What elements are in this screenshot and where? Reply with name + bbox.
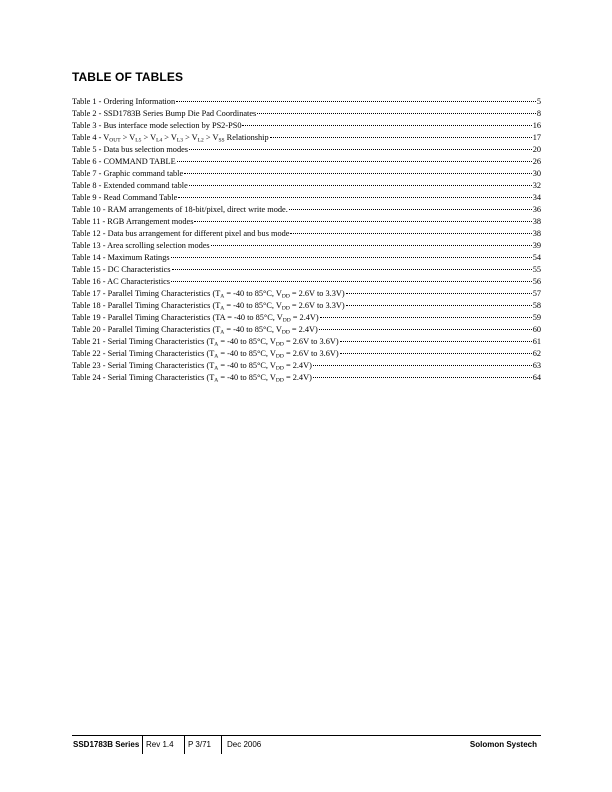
toc-entry-label: Table 18 - Parallel Timing Characteristics ($T_A = -40$ to 85°C, $V_{DD} = 2.6V$ to 3.3V) — [72, 301, 345, 312]
toc-entry[interactable] — [72, 324, 541, 336]
dot-leader — [257, 113, 536, 114]
toc-entry[interactable] — [72, 240, 541, 252]
dot-leader — [184, 173, 532, 174]
dot-leader — [172, 269, 532, 270]
toc-entry[interactable] — [72, 264, 541, 276]
dot-leader — [346, 293, 532, 294]
toc-entry-page-number: 38 — [532, 229, 541, 238]
toc-entry-page-number: 61 — [532, 337, 541, 346]
toc-entry-label: Table 22 - Serial Timing Characteristics ($T_A = -40$ to 85°C, $V_{DD} = 2.6V$ to 3.6V) — [72, 349, 339, 360]
toc-entry[interactable] — [72, 348, 541, 360]
toc-entry-page-number: 55 — [532, 265, 541, 274]
toc-entry-page-number: 20 — [532, 145, 541, 154]
dot-leader — [320, 317, 532, 318]
dot-leader — [189, 149, 532, 150]
dot-leader — [319, 329, 532, 330]
dot-leader — [289, 209, 532, 210]
dot-leader — [313, 377, 532, 378]
footer-separator — [142, 736, 143, 754]
toc-entry-label: Table 5 - Data bus selection modes — [72, 145, 189, 154]
footer-product-name: SSD1783B Series — [73, 740, 140, 749]
toc-entry-page-number: 16 — [532, 121, 541, 130]
toc-entry-page-number: 56 — [532, 277, 541, 286]
toc-entry-page-number: 57 — [532, 289, 541, 298]
toc-entry-label: Table 16 - AC Characteristics — [72, 277, 171, 286]
toc-entry[interactable] — [72, 144, 541, 156]
dot-leader — [313, 365, 532, 366]
toc-entry[interactable] — [72, 300, 541, 312]
toc-entry[interactable] — [72, 360, 541, 372]
toc-entry-label: Table 7 - Graphic command table — [72, 169, 184, 178]
toc-entry[interactable] — [72, 156, 541, 168]
page-footer — [72, 736, 541, 754]
footer-company-name: Solomon Systech — [469, 740, 537, 749]
toc-entry[interactable] — [72, 228, 541, 240]
footer-revision: Rev 1.4 — [146, 740, 174, 749]
toc-entry[interactable] — [72, 372, 541, 384]
dot-leader — [346, 305, 532, 306]
dot-leader — [178, 197, 531, 198]
toc-entry[interactable] — [72, 180, 541, 192]
toc-entry-label: Table 19 - Parallel Timing Characteristics (TA = -40 to 85°C, $V_{DD} = 2.4V$) — [72, 313, 319, 324]
dot-leader — [340, 353, 532, 354]
toc-entry-label: Table 1 - Ordering Information — [72, 97, 176, 106]
toc-entry-page-number: 5 — [536, 97, 541, 106]
dot-leader — [171, 281, 532, 282]
toc-entry-page-number: 64 — [532, 373, 541, 382]
toc-entry-page-number: 38 — [532, 217, 541, 226]
toc-entry-page-number: 26 — [532, 157, 541, 166]
toc-entry-label: Table 23 - Serial Timing Characteristics ($T_A = -40$ to 85°C, $V_{DD} = 2.4V$) — [72, 361, 312, 372]
dot-leader — [340, 341, 532, 342]
toc-entry[interactable] — [72, 276, 541, 288]
toc-entry-page-number: 63 — [532, 361, 541, 370]
page-title: TABLE OF TABLES — [72, 70, 184, 84]
toc-entry-label: Table 15 - DC Characteristics — [72, 265, 171, 274]
toc-entry-label: Table 20 - Parallel Timing Characteristics ($T_A = -40$ to 85°C, $V_{DD} = 2.4V$) — [72, 325, 318, 336]
toc-entry-page-number: 62 — [532, 349, 541, 358]
toc-entry[interactable] — [72, 312, 541, 324]
toc-entry[interactable] — [72, 132, 541, 144]
dot-leader — [242, 125, 531, 126]
toc-entry-page-number: 59 — [532, 313, 541, 322]
dot-leader — [189, 185, 532, 186]
dot-leader — [211, 245, 532, 246]
footer-separator — [221, 736, 222, 754]
toc-entry-label: Table 12 - Data bus arrangement for different pixel and bus mode — [72, 229, 290, 238]
toc-entry-page-number: 30 — [532, 169, 541, 178]
toc-entry[interactable] — [72, 336, 541, 348]
toc-entry-label: Table 2 - SSD1783B Series Bump Die Pad Coordinates — [72, 109, 257, 118]
toc-entry-label: Table 3 - Bus interface mode selection by PS2-PS0 — [72, 121, 242, 130]
toc-entry-page-number: 58 — [532, 301, 541, 310]
toc-entry-label: Table 6 - COMMAND TABLE — [72, 157, 176, 166]
toc-entry-label: Table 13 - Area scrolling selection modes — [72, 241, 210, 250]
table-of-tables-list — [72, 96, 541, 384]
toc-entry[interactable] — [72, 168, 541, 180]
toc-entry-page-number: 34 — [532, 193, 541, 202]
toc-entry[interactable] — [72, 120, 541, 132]
toc-entry-label: Table 21 - Serial Timing Characteristics ($T_A = -40$ to 85°C, $V_{DD} = 2.6V$ to 3.6V) — [72, 337, 339, 348]
toc-entry-page-number: 54 — [532, 253, 541, 262]
dot-leader — [177, 161, 532, 162]
toc-entry-page-number: 36 — [532, 205, 541, 214]
dot-leader — [194, 221, 531, 222]
toc-entry-label: Table 14 - Maximum Ratings — [72, 253, 170, 262]
footer-page-number: P 3/71 — [188, 740, 211, 749]
toc-entry-label: Table 24 - Serial Timing Characteristics ($T_A = -40$ to 85°C, $V_{DD} = 2.4V$) — [72, 373, 312, 384]
toc-entry[interactable] — [72, 192, 541, 204]
toc-entry-label: Table 10 - RAM arrangements of 18-bit/pixel, direct write mode. — [72, 205, 288, 214]
dot-leader — [270, 137, 532, 138]
toc-entry-label: Table 11 - RGB Arrangement modes — [72, 217, 194, 226]
toc-entry[interactable] — [72, 288, 541, 300]
toc-entry[interactable] — [72, 252, 541, 264]
toc-entry[interactable] — [72, 108, 541, 120]
toc-entry-page-number: 39 — [532, 241, 541, 250]
dot-leader — [171, 257, 532, 258]
dot-leader — [176, 101, 536, 102]
toc-entry[interactable] — [72, 216, 541, 228]
toc-entry[interactable] — [72, 204, 541, 216]
dot-leader — [290, 233, 531, 234]
toc-entry-label: Table 8 - Extended command table — [72, 181, 188, 190]
toc-entry-label: Table 9 - Read Command Table — [72, 193, 178, 202]
toc-entry-label: Table $4 - V_{OUT} > V_{L5} > V_{L4} > V_{L3} > V_{L2} > V_{SS}$ Relationship — [72, 133, 269, 144]
toc-entry-page-number: 32 — [532, 181, 541, 190]
toc-entry-page-number: 17 — [532, 133, 541, 142]
toc-entry[interactable] — [72, 96, 541, 108]
toc-entry-page-number: 60 — [532, 325, 541, 334]
footer-date: Dec 2006 — [227, 740, 262, 749]
footer-separator — [184, 736, 185, 754]
toc-entry-label: Table 17 - Parallel Timing Characteristics ($T_A = -40$ to 85°C, $V_{DD} = 2.6V$ to 3.3V) — [72, 289, 345, 300]
toc-entry-page-number: 8 — [536, 109, 541, 118]
